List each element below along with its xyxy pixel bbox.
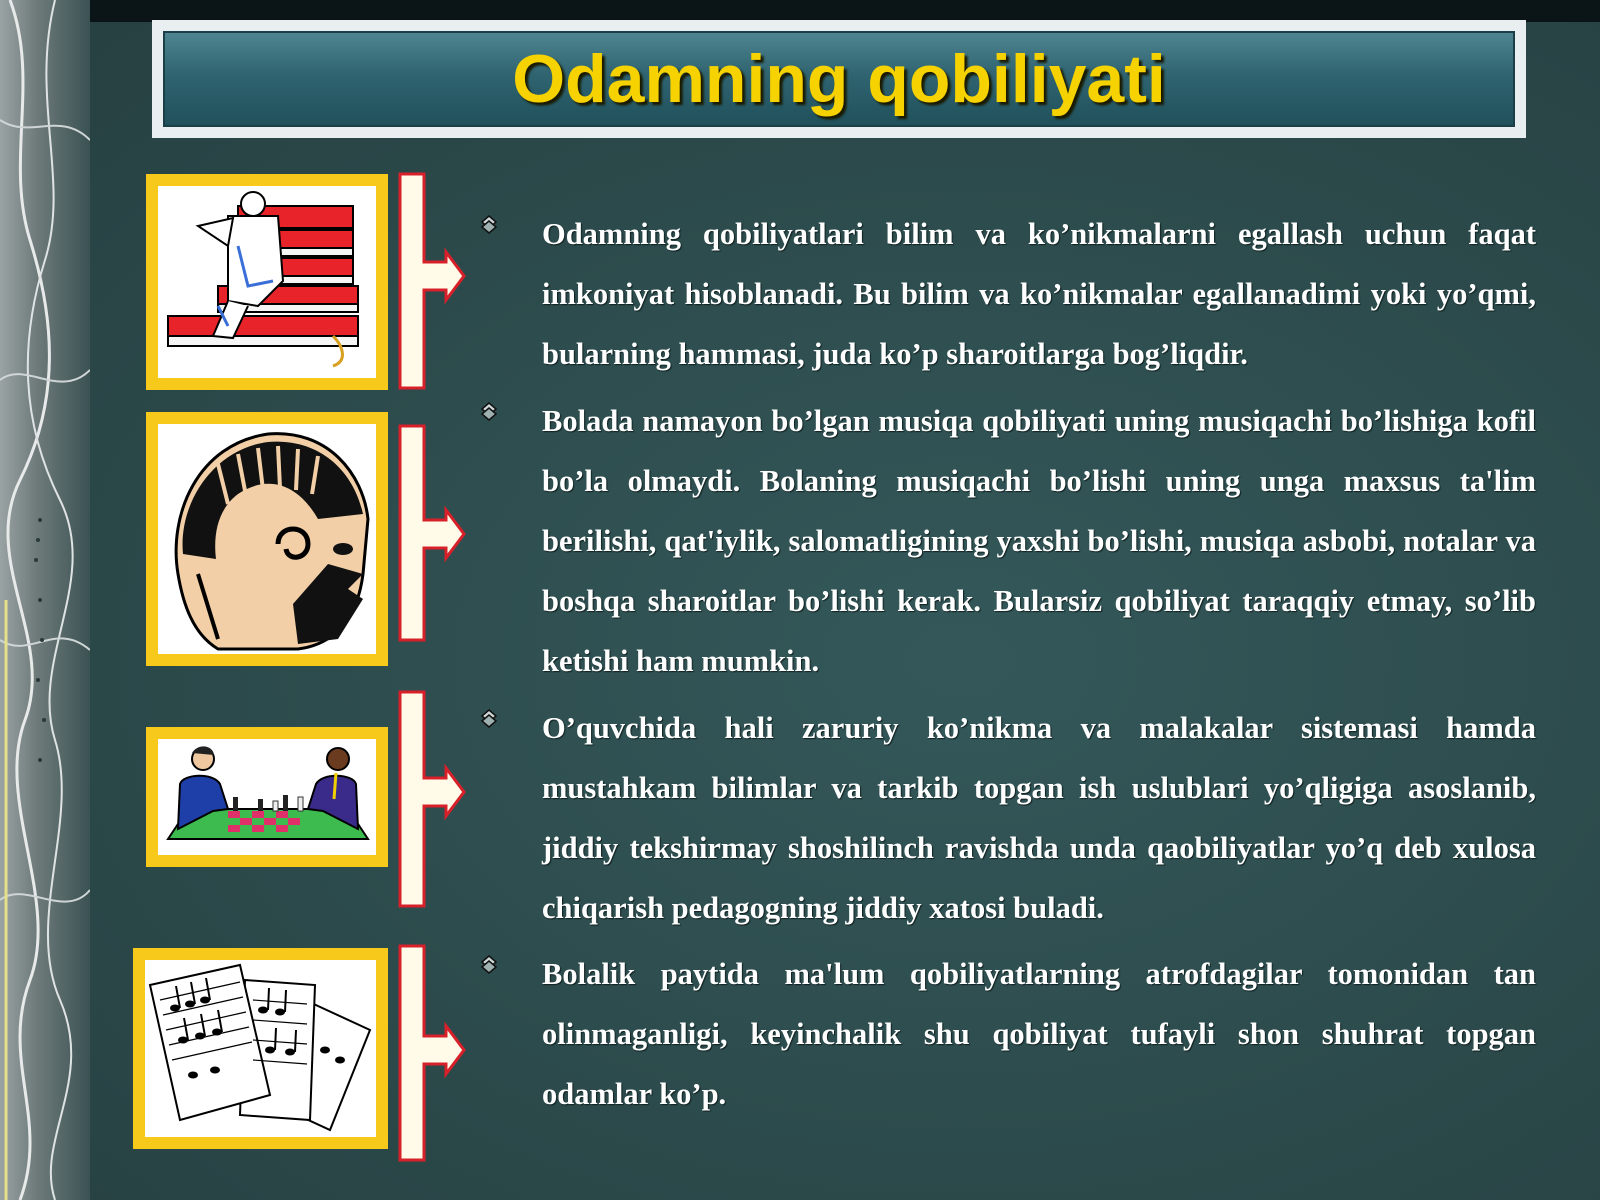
title-frame [152,20,1526,138]
bracket-arrow-2-icon [398,424,468,642]
bullet-text-1: Odamning qobiliyatlari bilim va ko’nikmalarni egallash uchun faqat imkoniyat hisoblanadi. Bu bilim va ko’nikmalar egallanadimi yoki yo’qmi, bularning hammasi, juda ko’p sharoitlarga bog’liqdir. [542,217,1536,371]
bullet-diamond-icon [478,708,500,730]
chess-players-icon [158,739,376,855]
decorative-map-strip [0,0,90,1200]
bracket-arrow-4-icon [398,944,468,1162]
scholar-on-books-icon [158,186,376,378]
bracket-arrow-3-icon [398,690,468,908]
bracket-arrow-1-icon [398,172,468,390]
page-title: Odamning qobiliyati [512,41,1166,117]
picture-frame-2 [146,412,388,666]
bullet-diamond-icon [478,214,500,236]
bullet-text-2: Bolada namayon bo’lgan musiqa qobiliyati uning musiqachi bo’lishiga kofil bo’la olmaydi. Bolaning musiqachi bo’lishi uning unga maxsus ta'lim berilishi, qat'iylik, salomatligining yaxshi bo’lishi, musiqa asbobi, notalar va boshqa sharoitlar bo’lishi kerak. Bularsiz qobiliyat taraqqiy etmay, so’lib ketishi ham mumkin. [542,404,1536,678]
bullet-diamond-icon [478,401,500,423]
bullet-text-3: O’quvchida hali zaruriy ko’nikma va malakalar sistemasi hamda mustahkam bilimlar va tarkib topgan ish uslublari yo’qligiga asoslanib, jiddiy tekshirmay shoshilinch ravishda unda qaobiliyatlar yo’q deb xulosa chiqarish pedagogning jiddiy xatosi buladi. [542,711,1536,925]
picture-frame-3 [146,727,388,867]
title-bar [163,31,1515,127]
helmet-head-icon [158,424,376,654]
top-band [0,0,1600,22]
picture-frame-1 [146,174,388,390]
bullet-diamond-icon [478,954,500,976]
picture-frame-4 [133,948,388,1149]
sheet-music-icon [145,960,376,1137]
bullet-text-4: Bolalik paytida ma'lum qobiliyatlarning atrofdagilar tomonidan tan olinmaganligi, keyinchalik shu qobiliyat tufayli shon shuhrat topgan odamlar ko’p. [542,957,1536,1111]
